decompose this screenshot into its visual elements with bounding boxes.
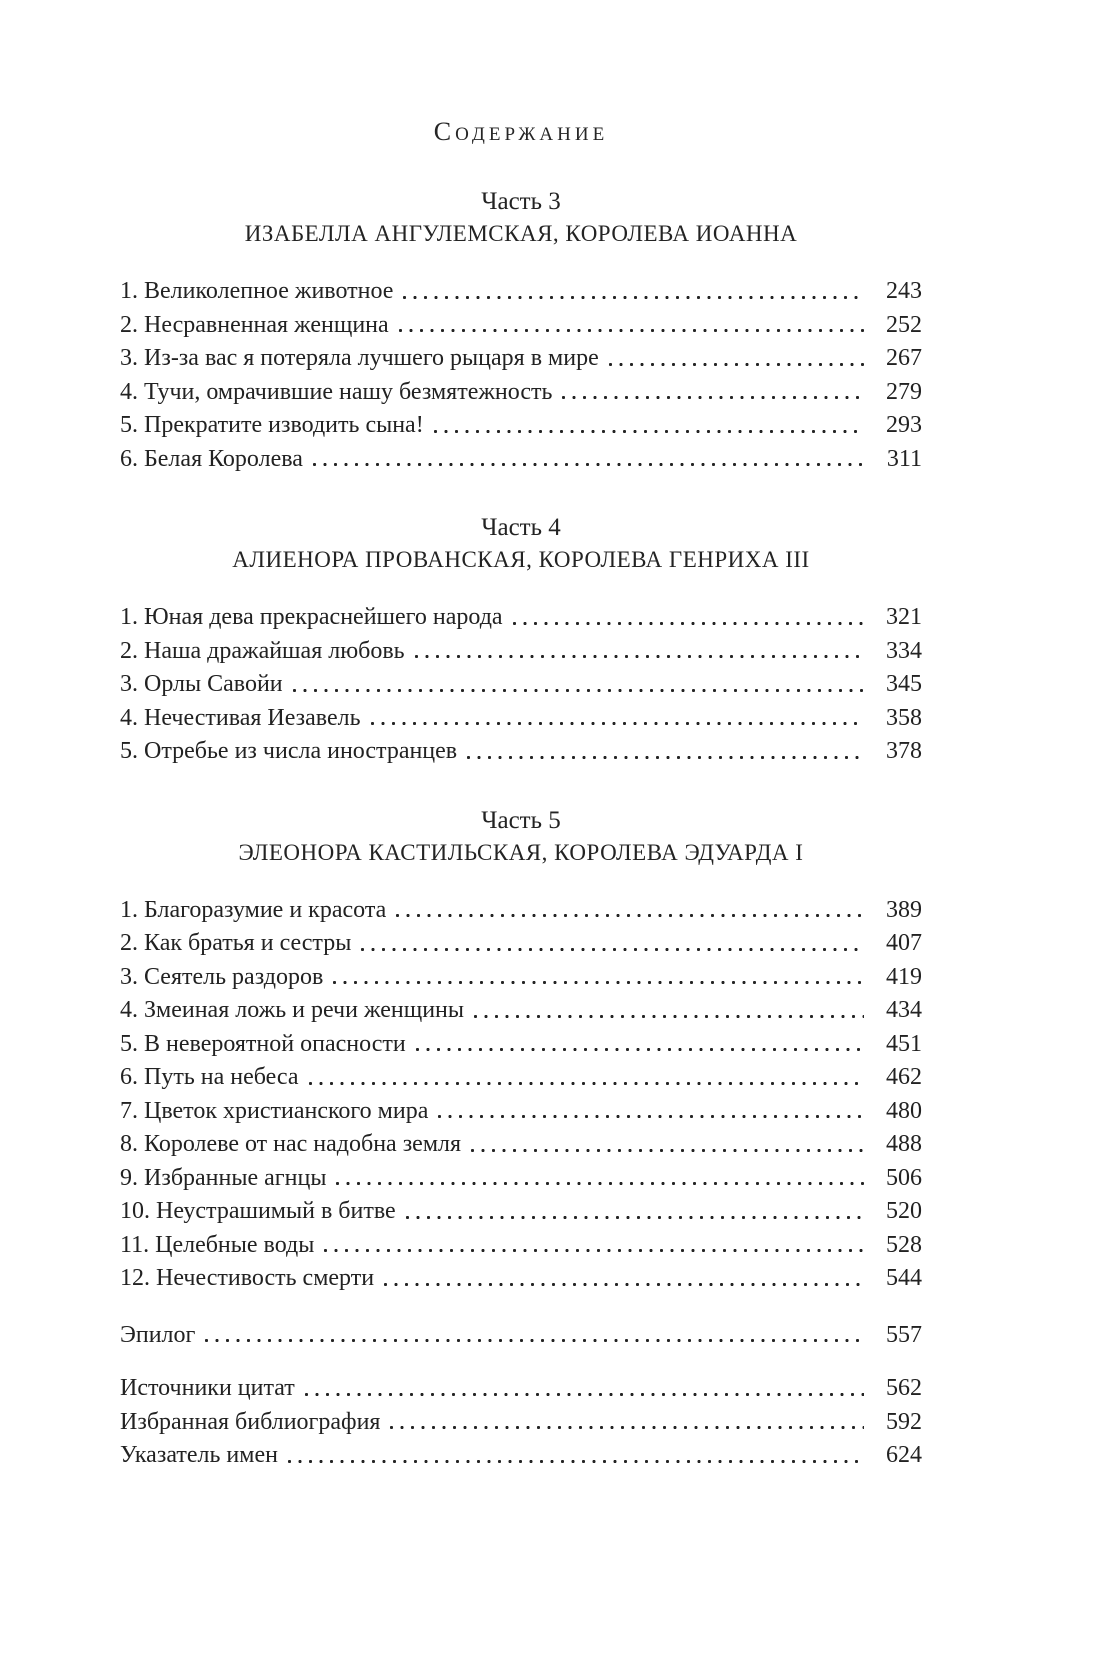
toc-entry bbox=[120, 961, 922, 995]
toc-entry-page: 267 bbox=[886, 345, 922, 371]
toc-entry bbox=[120, 601, 922, 635]
toc-entry-label: 1. Благоразумие и красота bbox=[120, 896, 387, 923]
toc-entry-page: 506 bbox=[886, 1164, 922, 1191]
dot-leader bbox=[512, 621, 864, 626]
toc-entry bbox=[120, 927, 922, 961]
toc-entry-page: 252 bbox=[886, 311, 922, 338]
toc-entry-page: 451 bbox=[886, 1030, 922, 1057]
dot-leader bbox=[398, 328, 864, 333]
toc-entry-label: 10. Неустрашимый в битве bbox=[120, 1198, 396, 1224]
dot-leader bbox=[335, 1181, 864, 1186]
toc-entry bbox=[120, 735, 922, 769]
part-label: Часть 5 bbox=[481, 806, 561, 834]
toc-entry-label: 12. Нечестивость смерти bbox=[120, 1265, 375, 1291]
toc-entry bbox=[120, 342, 922, 376]
toc-entry bbox=[120, 1439, 922, 1473]
toc-entry-label: 9. Избранные агнцы bbox=[120, 1164, 327, 1191]
toc-entry-page: 557 bbox=[886, 1321, 922, 1348]
toc-entry-page: 419 bbox=[886, 963, 922, 990]
toc-entry-page: 334 bbox=[886, 637, 922, 664]
part-entries bbox=[120, 894, 922, 1296]
dot-leader bbox=[332, 980, 864, 985]
toc-entry-page: 544 bbox=[886, 1265, 922, 1291]
toc-entry-label: 6. Путь на небеса bbox=[120, 1064, 299, 1090]
toc-entry-label: 7. Цветок христианского мира bbox=[120, 1097, 429, 1124]
toc-entry-label: 2. Наша дражайшая любовь bbox=[120, 637, 405, 664]
toc-entry-label: 4. Нечестивая Иезавель bbox=[120, 704, 361, 731]
toc-entry bbox=[120, 1406, 922, 1440]
part-section-5 bbox=[120, 805, 922, 1296]
toc-entry-page: 592 bbox=[886, 1408, 922, 1435]
dot-leader bbox=[308, 1081, 865, 1086]
toc-entry bbox=[120, 1061, 922, 1095]
toc-entry-label: 11. Целебные воды bbox=[120, 1231, 315, 1258]
toc-entry-page: 520 bbox=[886, 1198, 922, 1224]
part-title: ИЗАБЕЛЛА АНГУЛЕМСКАЯ, КОРОЛЕВА ИОАННА bbox=[244, 221, 798, 246]
toc-entry-page: 389 bbox=[886, 896, 922, 923]
toc-entry-page: 528 bbox=[886, 1231, 922, 1258]
toc-entry bbox=[120, 1229, 922, 1263]
dot-leader bbox=[292, 688, 864, 693]
part-section-3 bbox=[120, 186, 922, 476]
toc-entry-label: 5. Отребье из числа иностранцев bbox=[120, 738, 458, 764]
dot-leader bbox=[405, 1215, 864, 1220]
toc-entry bbox=[120, 1195, 922, 1229]
dot-leader bbox=[415, 1047, 864, 1052]
toc-entry-label: 1. Юная дева прекраснейшего народа bbox=[120, 604, 503, 630]
dot-leader bbox=[304, 1392, 864, 1397]
toc-entry bbox=[120, 409, 922, 443]
toc-entry-label: 1. Великолепное животное bbox=[120, 278, 394, 304]
toc-entry-label: 2. Несравненная женщина bbox=[120, 311, 389, 338]
toc-entry bbox=[120, 1372, 922, 1406]
toc-entry-page: 624 bbox=[886, 1442, 922, 1468]
dot-leader bbox=[383, 1282, 864, 1287]
part-entries bbox=[120, 275, 922, 476]
dot-leader bbox=[466, 755, 864, 760]
dot-leader bbox=[204, 1338, 864, 1343]
toc-entry bbox=[120, 635, 922, 669]
toc-entry bbox=[120, 702, 922, 736]
part-label: Часть 4 bbox=[481, 514, 561, 541]
toc-entry-epilogue bbox=[120, 1319, 922, 1353]
dot-leader bbox=[414, 654, 864, 659]
dot-leader bbox=[437, 1114, 864, 1119]
toc-entry-page: 358 bbox=[886, 704, 922, 731]
toc-entry-label: 3. Сеятель раздоров bbox=[120, 963, 324, 990]
toc-entry-label: Избранная библиография bbox=[120, 1408, 381, 1435]
dot-leader bbox=[402, 295, 864, 300]
toc-entry bbox=[120, 894, 922, 928]
toc-title: СОДЕРЖАНИЕ bbox=[433, 117, 609, 146]
dot-leader bbox=[433, 429, 864, 434]
dot-leader bbox=[370, 721, 864, 726]
toc-entry-page: 462 bbox=[886, 1064, 922, 1090]
toc-entry-page: 293 bbox=[886, 412, 922, 438]
toc-entry-page: 562 bbox=[886, 1375, 922, 1401]
toc-entry-page: 243 bbox=[886, 278, 922, 304]
dot-leader bbox=[561, 395, 864, 400]
dot-leader bbox=[287, 1459, 864, 1464]
part-label: Часть 3 bbox=[481, 188, 561, 215]
dot-leader bbox=[360, 947, 864, 952]
toc-entry-label: Указатель имен bbox=[120, 1442, 278, 1468]
toc-entry-label: 4. Змеиная ложь и речи женщины bbox=[120, 997, 465, 1023]
toc-entry-label: Источники цитат bbox=[120, 1375, 295, 1401]
dot-leader bbox=[608, 362, 864, 367]
toc-entry bbox=[120, 443, 922, 477]
toc-entry bbox=[120, 1028, 922, 1062]
toc-entry-label: 5. Прекратите изводить сына! bbox=[120, 412, 424, 438]
toc-entry-page: 279 bbox=[886, 378, 922, 405]
part-title: ЭЛЕОНОРА КАСТИЛЬСКАЯ, КОРОЛЕВА ЭДУАРДА I bbox=[238, 839, 804, 865]
toc-entry bbox=[120, 1095, 922, 1129]
toc-entry bbox=[120, 1262, 922, 1296]
part-entries bbox=[120, 601, 922, 769]
toc-entry-page: 407 bbox=[886, 930, 922, 956]
toc-entry-label: Эпилог bbox=[120, 1321, 196, 1348]
part-section-4 bbox=[120, 512, 922, 769]
dot-leader bbox=[389, 1425, 864, 1430]
dot-leader bbox=[312, 462, 864, 467]
toc-entry-page: 480 bbox=[886, 1097, 922, 1124]
toc-entry-label: 6. Белая Королева bbox=[120, 445, 303, 472]
back-matter bbox=[120, 1372, 922, 1473]
toc-entry-page: 434 bbox=[886, 997, 922, 1023]
toc-entry bbox=[120, 309, 922, 343]
toc-entry bbox=[120, 1128, 922, 1162]
toc-entry-label: 3. Из-за вас я потеряла лучшего рыцаря в мире bbox=[120, 345, 599, 371]
toc-entry-label: 2. Как братья и сестры bbox=[120, 930, 352, 956]
toc-entry-page: 345 bbox=[886, 671, 922, 697]
epilogue-block bbox=[120, 1319, 922, 1353]
toc-entry-page: 311 bbox=[886, 445, 922, 472]
toc-entry-label: 3. Орлы Савойи bbox=[120, 671, 283, 697]
toc-entry-label: 4. Тучи, омрачившие нашу безмятежность bbox=[120, 378, 553, 405]
toc-entry-page: 488 bbox=[886, 1131, 922, 1157]
toc-entry bbox=[120, 1162, 922, 1196]
toc-entry bbox=[120, 994, 922, 1028]
toc-entry bbox=[120, 275, 922, 309]
toc-entry-label: 8. Королеве от нас надобна земля bbox=[120, 1131, 462, 1157]
part-title: АЛИЕНОРА ПРОВАНСКАЯ, КОРОЛЕВА ГЕНРИХА III bbox=[232, 547, 810, 572]
dot-leader bbox=[470, 1148, 864, 1153]
dot-leader bbox=[395, 913, 864, 918]
toc-entry-page: 378 bbox=[886, 738, 922, 764]
toc-entry bbox=[120, 376, 922, 410]
dot-leader bbox=[473, 1014, 864, 1019]
toc-entry-label: 5. В невероятной опасности bbox=[120, 1030, 406, 1057]
toc-entry-page: 321 bbox=[886, 604, 922, 630]
dot-leader bbox=[323, 1248, 864, 1253]
toc-entry bbox=[120, 668, 922, 702]
